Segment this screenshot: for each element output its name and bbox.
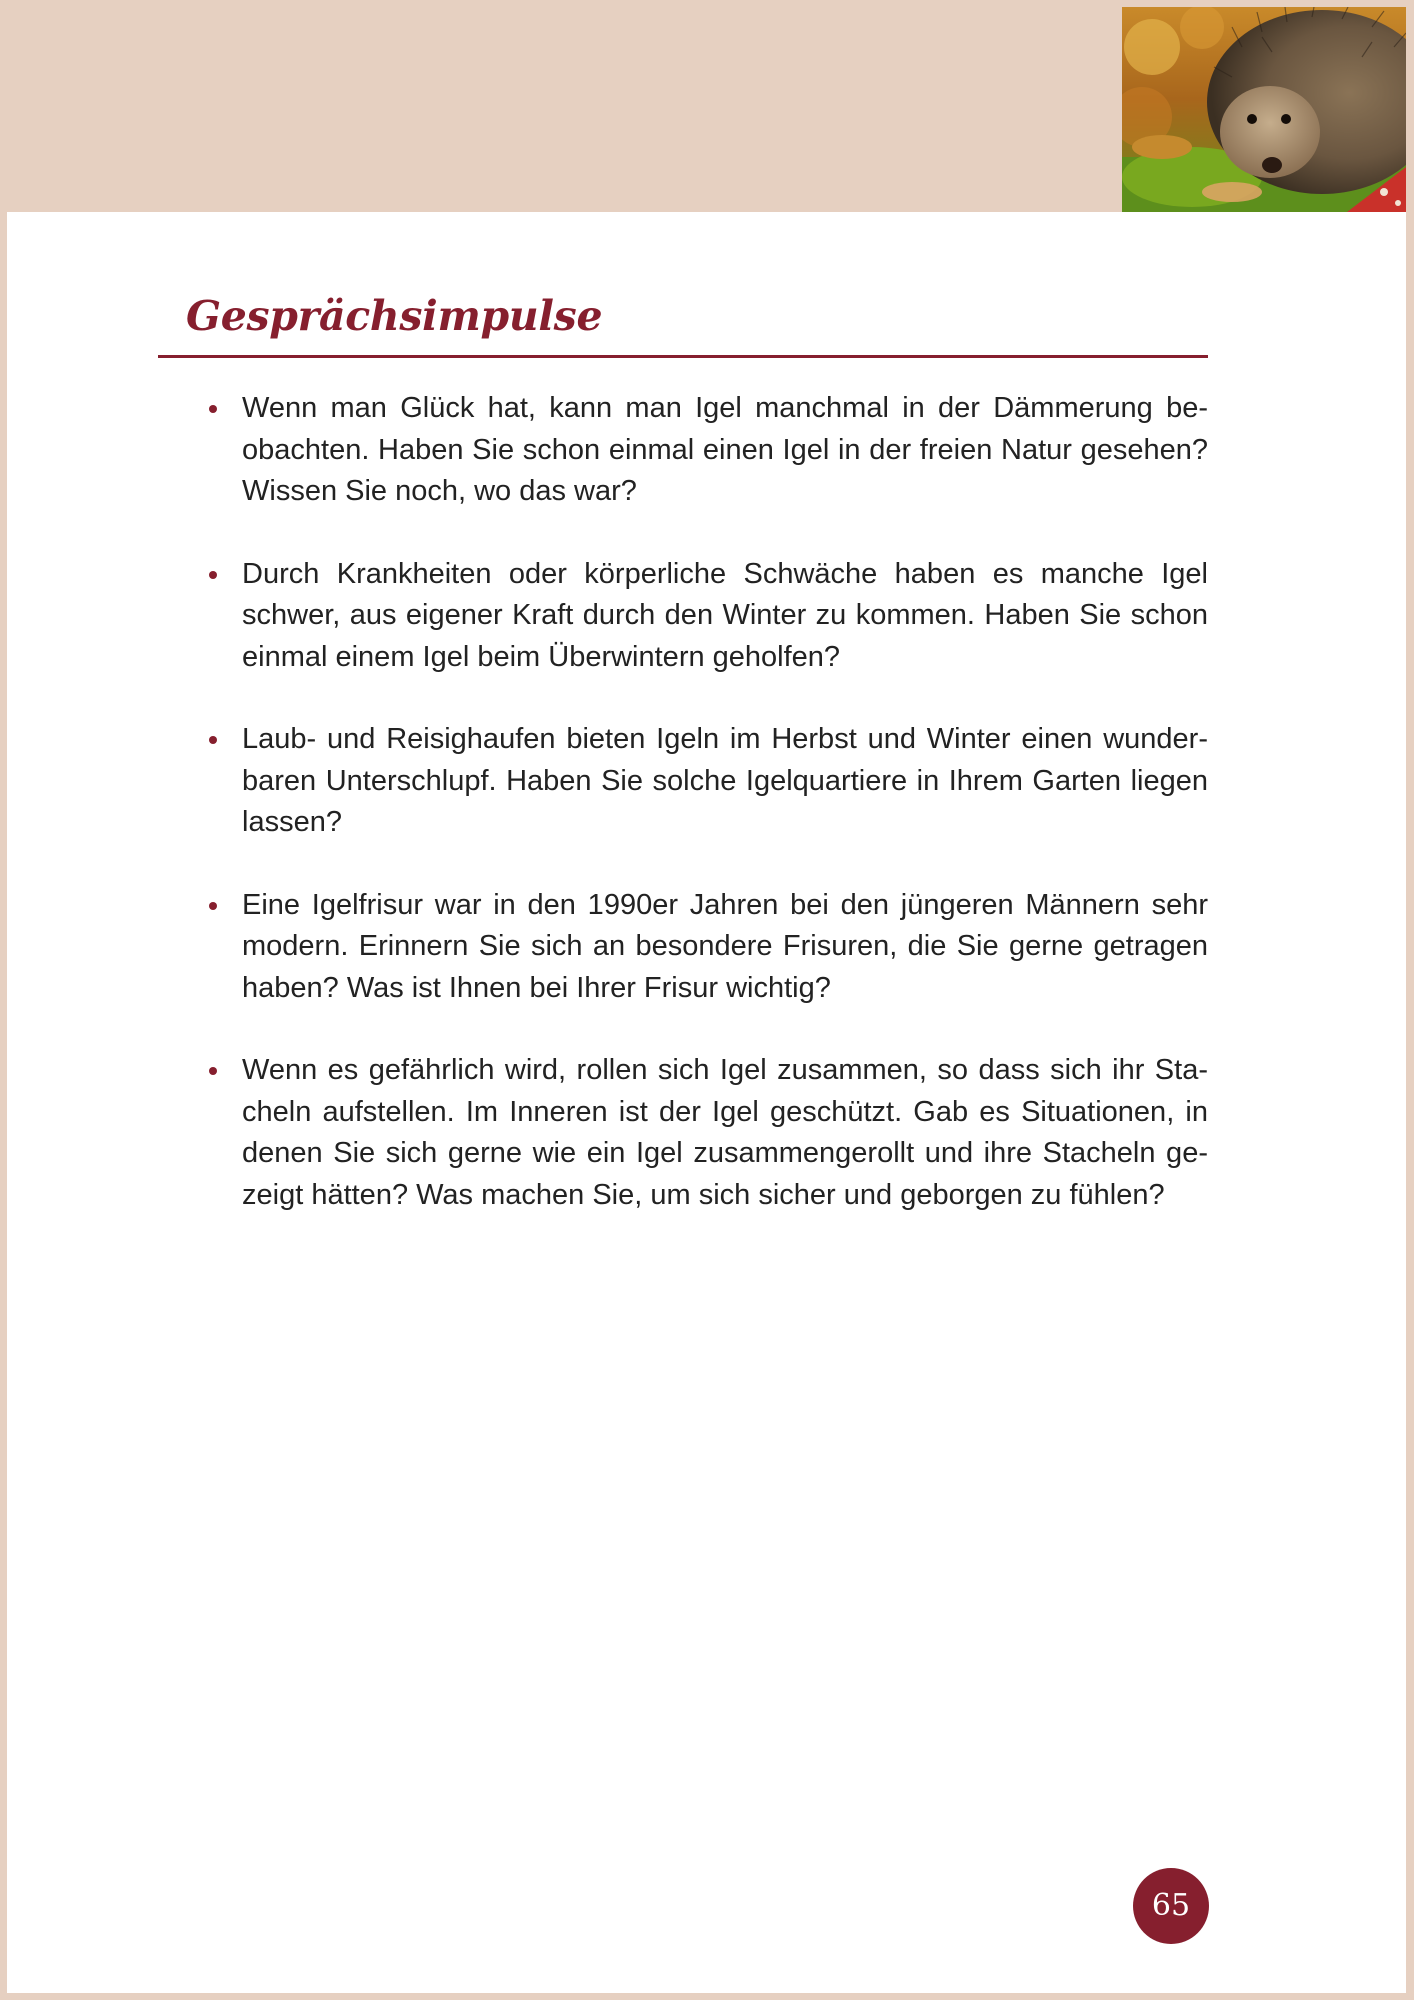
bullet-dot-icon: [209, 405, 217, 413]
list-item: [203, 388, 1208, 513]
heading-underline: [158, 355, 1208, 358]
bullet-list: [203, 388, 1208, 1257]
list-item-text: Wenn es gefährlich wird, rollen sich Igel zusammen, so dass sich ihr Stacheln aufstellen. Im Inneren ist der Igel geschützt. Gab es Situationen, in denen Sie sich gerne wie ein Igel zusammengerollt und ihre Stacheln gezeigt hätten? Was machen Sie, um sich sicher und geborgen zu fühlen?: [242, 1054, 1208, 1211]
list-item-text: Eine Igelfrisur war in den 1990er Jahren bei den jüngeren Männern sehr modern. Erinnern Sie sich an besondere Frisuren, die Sie gerne getragen haben? Was ist Ihnen bei Ihrer Frisur wichtig?: [242, 888, 1208, 1004]
page-number-badge: 65: [1133, 1868, 1209, 1944]
list-item: [203, 1050, 1208, 1216]
bullet-dot-icon: [209, 736, 217, 744]
list-item: [203, 719, 1208, 844]
bullet-dot-icon: [209, 571, 217, 579]
list-item-text: Wenn man Glück hat, kann man Igel manchmal in der Dämmerung beobachten. Haben Sie schon einmal einen Igel in der freien Natur gesehen? Wissen Sie noch, wo das war?: [242, 392, 1208, 507]
bullet-dot-icon: [209, 1067, 217, 1075]
hedgehog-photo: [1122, 7, 1406, 212]
list-item-text: Laub- und Reisighaufen bieten Igeln im Herbst und Winter einen wunderbaren Unterschlupf. Haben Sie solche Igelquartiere in Ihrem Garten liegen lassen?: [242, 723, 1208, 838]
section-heading: Gesprächsimpulse: [186, 292, 603, 340]
list-item-text: Durch Krankheiten oder körperliche Schwäche haben es manche Igel schwer, aus eigener Kraft durch den Winter zu kommen. Haben Sie schon einmal einem Igel beim Überwintern geholfen?: [242, 557, 1208, 673]
list-item: [203, 885, 1208, 1010]
bullet-dot-icon: [209, 902, 217, 910]
list-item: [203, 554, 1208, 679]
